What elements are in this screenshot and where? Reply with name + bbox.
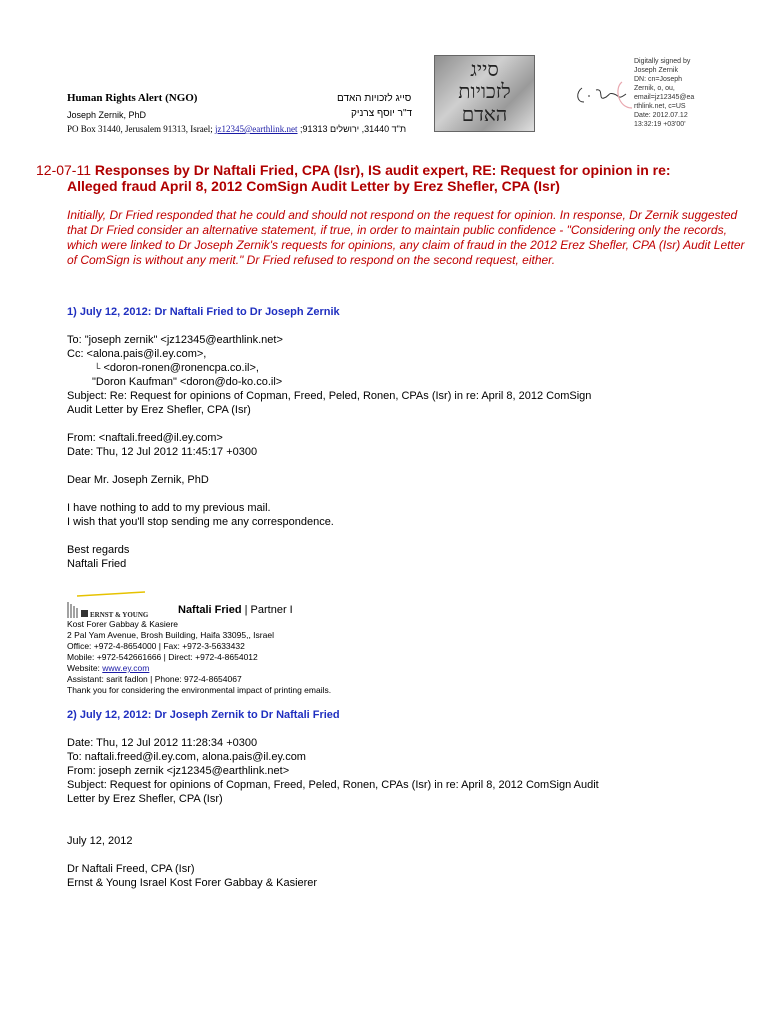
ey-company: Kost Forer Gabbay & Kasiere [67,619,179,629]
title-date: 12-07-11 [36,162,92,178]
sig-line: DN: cn=Joseph [634,76,683,83]
ey-logo-text: ERNST & YOUNG [90,611,149,619]
indent-marker-icon: └ [94,363,101,373]
email-subject: Subject: Request for opinions of Copman, Freed, Peled, Ronen, CPAs (Isr) in re: April 8, 2012 ComSign Audit [67,779,599,791]
ey-signer-title: | Partner I [241,604,293,616]
signature-scribble [574,80,634,110]
email-subject-cont: Letter by Erez Shefler, CPA (Isr) [67,793,223,805]
ey-contact-block [67,619,331,696]
email-subject-cont: Audit Letter by Erez Shefler, CPA (Isr) [67,404,251,416]
email-from: From: <naftali.freed@il.ey.com> [67,432,223,444]
ey-address: 2 Pal Yam Avenue, Brosh Building, Haifa 33095,, Israel [67,630,274,640]
org-name: Human Rights Alert (NGO) [67,92,198,104]
ernst-young-logo [67,590,177,620]
org-logo [434,55,535,132]
letter-date: July 12, 2012 [67,835,133,847]
sig-line: email=jz12345@ea [634,94,695,101]
section-1-heading: 1) July 12, 2012: Dr Naftali Fried to Dr Joseph Zernik [67,306,340,318]
email-cc: Cc: <alona.pais@il.ey.com>, [67,348,207,360]
email-subject: Subject: Re: Request for opinions of Copman, Freed, Peled, Ronen, CPAs (Isr) in re: April 8, 2012 ComSign [67,390,592,402]
email-1 [67,333,591,571]
title-line-1: Responses by Dr Naftali Fried, CPA (Isr), IS audit expert, RE: Request for opinion in re: [94,162,671,178]
ey-office: Office: +972-4-8654000 | Fax: +972-3-5633432 [67,641,245,651]
email-from: From: joseph zernik <jz12345@earthlink.net> [67,765,290,777]
letter-recipient: Dr Naftali Freed, CPA (Isr) [67,863,195,875]
website-label: Website: [67,663,103,673]
ey-signer [178,604,293,616]
sig-line: Digitally signed by [634,58,691,65]
email-closing: Best regards [67,544,130,556]
ey-website [67,663,331,674]
sig-line: Zernik, o, ou, [634,85,675,92]
logo-line-2: לזכויות [458,79,511,103]
sig-line: 13:32:19 +03'00' [634,121,686,128]
sig-line: Joseph Zernik [634,67,678,74]
email-to: To: naftali.freed@il.ey.com, alona.pais@il.ey.com [67,751,306,763]
org-address [67,124,298,134]
title-line-2: Alleged fraud April 8, 2012 ComSign Audit Letter by Erez Shefler, CPA (Isr) [67,178,560,194]
ey-assistant: Assistant: sarit fadlon | Phone: 972-4-8654067 [67,674,242,684]
ey-mobile: Mobile: +972-542661666 | Direct: +972-4-8654012 [67,652,258,662]
ey-footer: Thank you for considering the environmental impact of printing emails. [67,685,332,695]
letter-recipient-org: Ernst & Young Israel Kost Forer Gabbay & Kasierer [67,877,318,889]
email-date: Date: Thu, 12 Jul 2012 11:45:17 +0300 [67,446,258,458]
email-date: Date: Thu, 12 Jul 2012 11:28:34 +0300 [67,737,258,749]
email-greeting: Dear Mr. Joseph Zernik, PhD [67,474,209,486]
email-body-2: I wish that you'll stop sending me any correspondence. [67,516,334,528]
email-signature: Naftali Fried [67,558,127,570]
logo-line-3: האדם [461,102,508,126]
hebrew-org-name: סייג לזכויות האדם [337,93,412,104]
sig-line: rthlink.net, c=US [634,103,686,110]
sig-line: Date: 2012.07.12 [634,112,688,119]
digital-signature [634,57,754,129]
website-link[interactable]: www.ey.com [102,663,150,673]
email-2 [67,736,599,890]
ey-signer-name: Naftali Fried [178,604,242,616]
email-link[interactable]: jz12345@earthlink.net [214,124,298,134]
email-cc-2 [67,361,591,375]
cc-2-text: <doron-ronen@ronencpa.co.il>, [103,362,259,374]
hebrew-person: ד"ר יוסף צרניק [351,108,413,119]
section-2-heading: 2) July 12, 2012: Dr Joseph Zernik to Dr Naftali Fried [67,709,340,721]
logo-line-1: סייג [470,57,499,81]
email-body-1: I have nothing to add to my previous mail. [67,502,271,514]
email-cc-3: "Doron Kaufman" <doron@do-ko.co.il> [92,376,283,388]
intro-paragraph: Initially, Dr Fried responded that he could and should not respond on the request for opinion. In response, Dr Zernik suggested that Dr Fried consider an alternative statement, if true, in order to maintain public confidence - "Considering only the records, which were linked to Dr Joseph Zernik's requests for opinions, any claim of fraud in the 2012 Erez Shefler, CPA (Isr) Audit Letter of ComSign is without any merit." Dr Fried refused to respond on the second request, either. [67,208,745,267]
address-text: PO Box 31440, Jerusalem 91313, Israel; [67,124,215,134]
hebrew-address: ת"ד 31440, ירושלים 91313; [300,124,407,134]
email-to: To: "joseph zernik" <jz12345@earthlink.net> [67,334,283,346]
document-title [36,162,736,194]
org-person: Joseph Zernik, PhD [67,110,147,120]
